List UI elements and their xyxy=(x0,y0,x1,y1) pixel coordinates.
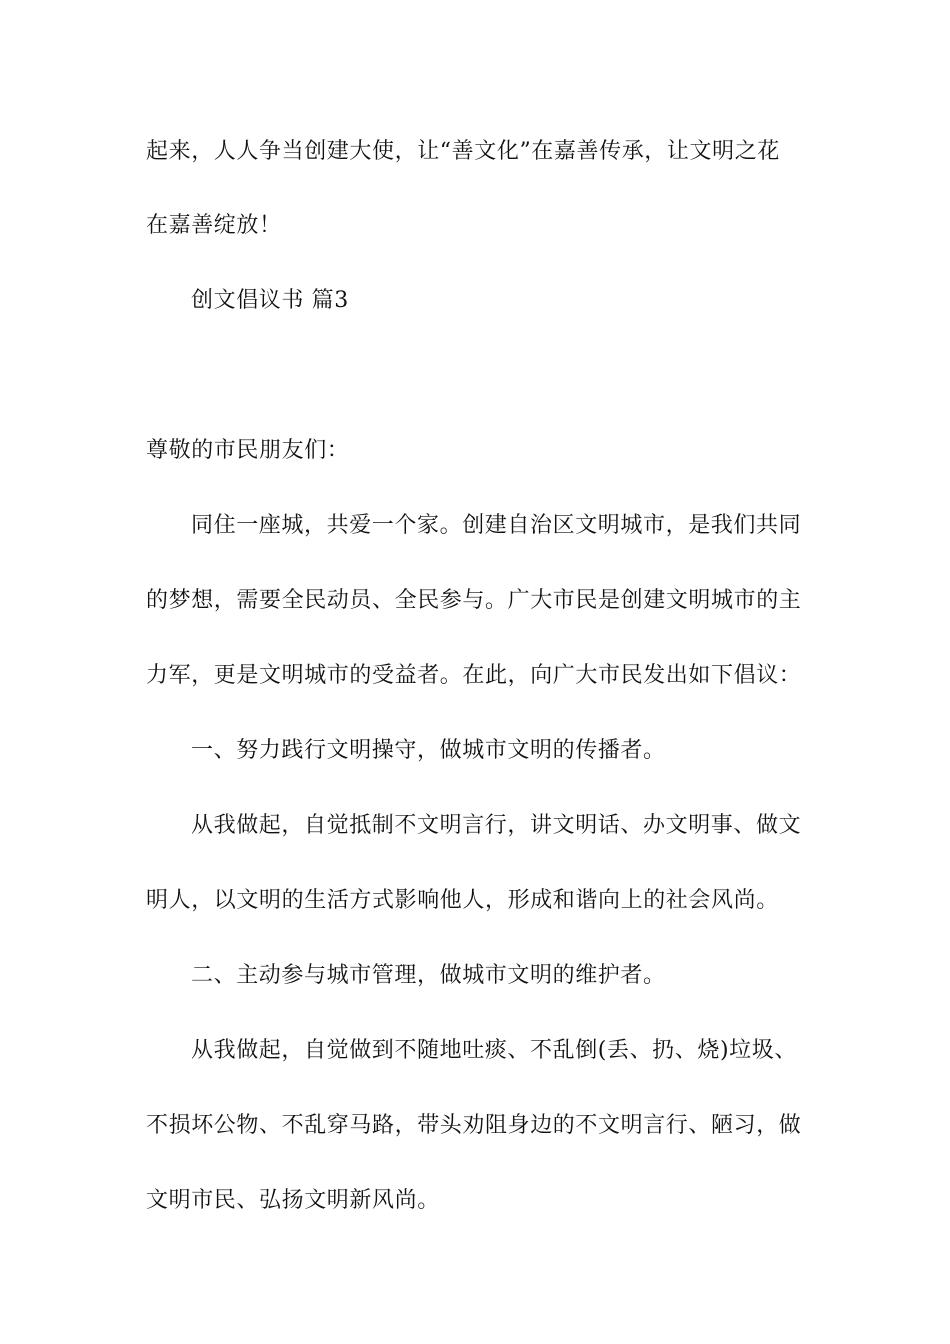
list-heading: 二、主动参与城市管理，做城市文明的维护者。 xyxy=(191,963,666,988)
section-title: 创文倡议书 篇3 xyxy=(191,288,349,313)
paragraph-line: 明人，以文明的生活方式影响他人，形成和谐向上的社会风尚。 xyxy=(146,888,779,913)
salutation: 尊敬的市民朋友们： xyxy=(146,438,350,463)
list-heading: 一、努力践行文明操守，做城市文明的传播者。 xyxy=(191,738,666,763)
paragraph-line: 起来，人人争当创建大使，让“善文化”在嘉善传承，让文明之花 xyxy=(146,139,780,164)
paragraph-line: 的梦想，需要全民动员、全民参与。广大市民是创建文明城市的主 xyxy=(146,588,802,613)
paragraph-line: 在嘉善绽放！ xyxy=(146,213,282,238)
paragraph-line: 力军，更是文明城市的受益者。在此，向广大市民发出如下倡议： xyxy=(146,663,802,688)
paragraph-line: 同住一座城，共爱一个家。创建自治区文明城市，是我们共同 xyxy=(191,513,802,538)
paragraph-line: 从我做起，自觉抵制不文明言行，讲文明话、办文明事、做文 xyxy=(191,813,802,838)
paragraph-line: 不损坏公物、不乱穿马路，带头劝阻身边的不文明言行、陋习，做 xyxy=(146,1113,802,1138)
paragraph-line: 文明市民、弘扬文明新风尚。 xyxy=(146,1188,440,1213)
paragraph-line: 从我做起，自觉做到不随地吐痰、不乱倒(丢、扔、烧)垃圾、 xyxy=(191,1038,797,1063)
